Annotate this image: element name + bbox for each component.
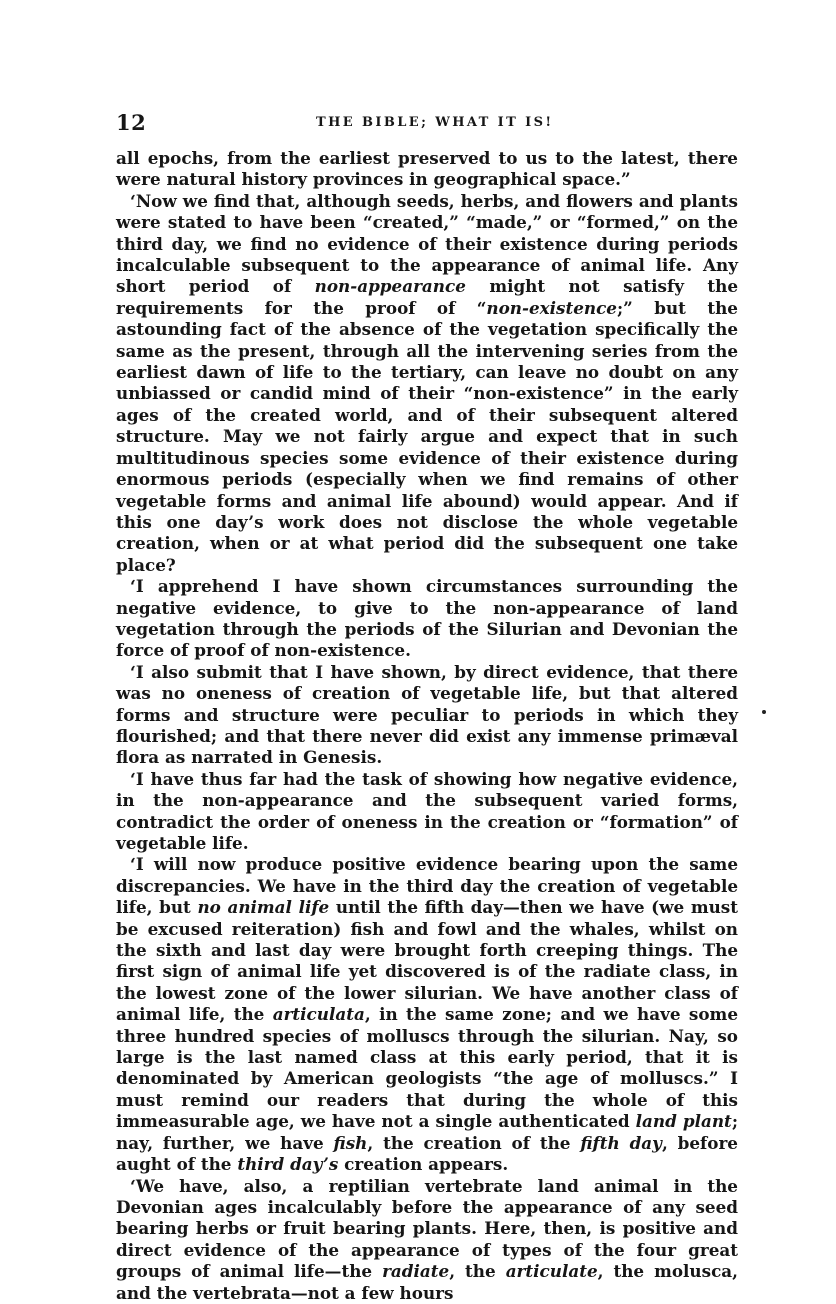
book-page <box>116 110 738 1304</box>
text-run: ‘We have, also, a reptilian vertebrate land animal in the Devonian ages incalculably before the appearance of any seed bearing herbs or fruit bearing plants. Here, then, is positive and direct evidence of the appearance of types of the four great groups of animal life—the <box>116 1175 738 1282</box>
running-head: THE BIBLE; WHAT IT IS! <box>316 115 554 130</box>
text-run: ‘I also submit that I have shown, by direct evidence, that there was no oneness of creation of vegetable life, but that altered forms and structure were peculiar to periods in which they flourished; and that there never did exist any immense primæval flora as narrated in Genesis. <box>116 661 738 768</box>
body-text <box>116 148 738 1304</box>
text-run: , before aught of the <box>116 1132 738 1175</box>
text-run: ; nay, further, we have <box>116 1111 739 1153</box>
text-run: ‘I have thus far had the task of showing how negative evidence, in the non-appearance and the subsequent varied forms, contradict the order of oneness in the creation or “formation” of vegetable life. <box>116 768 738 853</box>
italic-text: no animal life <box>197 897 330 918</box>
text-run: , in the same zone; and we have some three hundred species of molluscs through the silurian. Nay, so large is the last named class at this early period, that it is denominated by American geologists “the age of molluscs.” I must remind our readers that during the whole of this immeasurable age, we have not a single authenticated <box>116 1004 738 1132</box>
print-speck <box>762 710 766 714</box>
italic-text: non-existence <box>486 297 617 318</box>
italic-text: fish <box>333 1132 368 1153</box>
text-run: , the <box>449 1261 506 1282</box>
paragraph <box>116 576 738 662</box>
text-run: , the creation of the <box>367 1132 581 1153</box>
text-run: ‘Now we find that, although seeds, herbs, and flowers and plants were stated to have been “created,” “made,” or “formed,” on the third day, we find no evidence of their existence during periods incalculable subsequent to the appearance of animal life. Any short period of <box>116 190 738 297</box>
italic-text: fifth day <box>580 1132 662 1153</box>
text-run: , the molusca, and the vertebrata—not a few hours <box>116 1261 739 1303</box>
text-run: creation appears. <box>338 1154 509 1175</box>
text-run: ‘I apprehend I have shown circumstances surrounding the negative evidence, to give to the non-appearance of land vegetation through the periods of the Silurian and Devonian the force of proof of non-existence. <box>116 576 738 661</box>
italic-text: radiate <box>382 1261 450 1282</box>
page-number: 12 <box>116 110 147 135</box>
text-run: ‘I will now produce positive evidence bearing upon the same discrepancies. We have in the third day the creation of vegetable life, but <box>116 854 738 918</box>
paragraph <box>116 769 738 855</box>
page-header <box>116 110 738 140</box>
paragraph <box>116 662 738 769</box>
paragraph <box>116 191 738 576</box>
paragraph <box>116 854 738 1175</box>
text-run: might not satisfy the requirements for the proof of “ <box>116 276 738 318</box>
italic-text: third day’s <box>237 1154 339 1175</box>
italic-text: land plant <box>635 1111 732 1132</box>
paragraph <box>116 148 738 191</box>
paragraph <box>116 1176 738 1304</box>
italic-text: articulate <box>505 1261 598 1282</box>
text-run: ;” but the astounding fact of the absence of the vegetation specifically the same as the present, through all the intervening series from the earliest dawn of life to the tertiary, can leave no doubt on any unbiassed or candid mind of their “non-existence” in the early ages of the created world, and of their subsequent altered structure. May we not fairly argue and expect that in such multitudinous species some evidence of their existence during enormous periods (especially when we find remains of other vegetable forms and animal life abound) would appear. And if this one day’s work does not disclose the whole vegetable creation, when or at what period did the subsequent one take place? <box>116 297 738 575</box>
italic-text: non-appearance <box>314 276 466 297</box>
italic-text: articulata <box>272 1004 365 1025</box>
text-run: until the fifth day—then we have (we must be excused reiteration) fish and fowl and the whales, whilst on the sixth and last day were brought forth creeping things. The first sign of animal life yet discovered is of the radiate class, in the lowest zone of the lower silurian. We have another class of animal life, the <box>116 897 738 1025</box>
text-run: all epochs, from the earliest preserved to us to the latest, there were natural history provinces in geographical space.” <box>116 148 738 190</box>
